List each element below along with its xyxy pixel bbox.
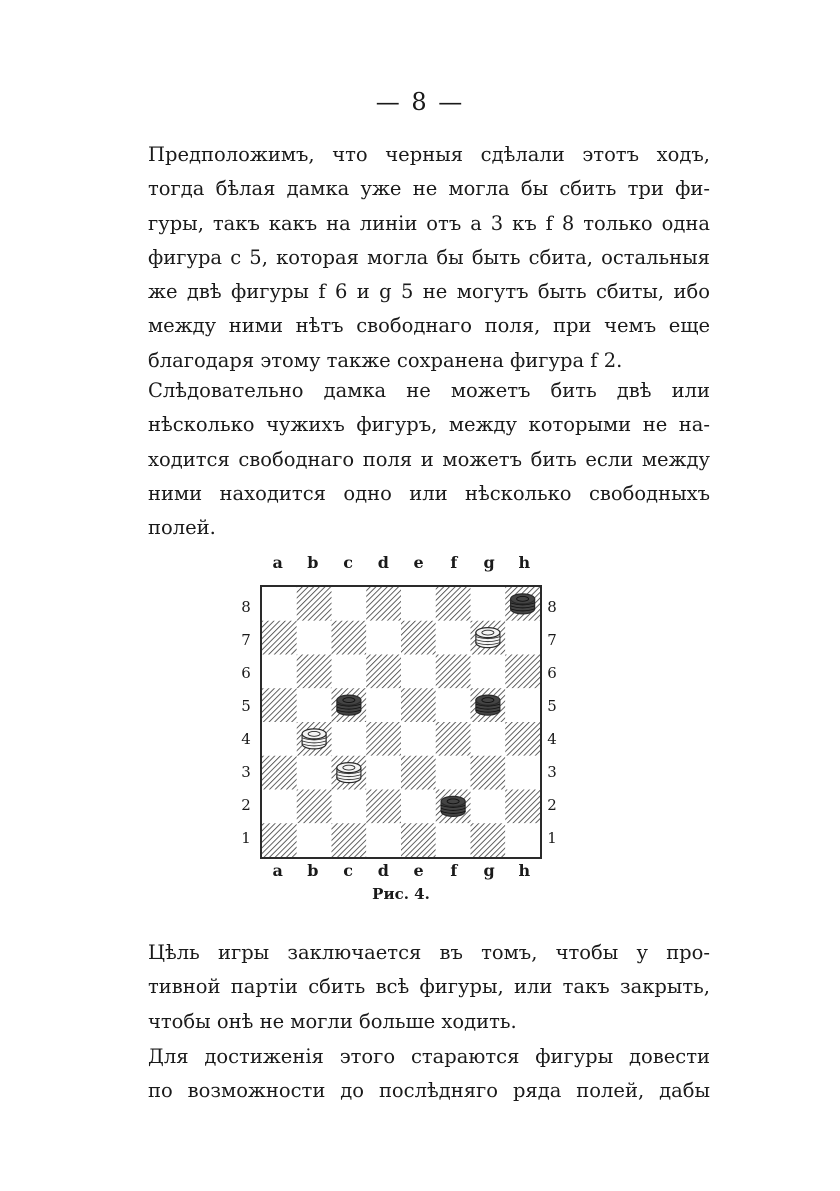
text-line: ними находится одно или нѣсколько свободныхъ [148,481,710,505]
dark-square [401,756,436,790]
text-line: Для достиженія этого стараются фигуры довести [148,1045,710,1068]
text-line: между ними нѣтъ свободнаго поля, при чемъ еще [148,314,710,338]
light-square [297,688,332,722]
light-square [366,688,401,722]
light-square [436,756,471,790]
text-line: благодаря этому также сохранена фигура f 2. [148,348,623,372]
rank-label: 8 [241,598,251,616]
light-square [262,587,297,621]
rank-label: 3 [241,763,251,781]
dark-square [436,722,471,756]
light-square [262,655,297,689]
light-square [297,823,332,857]
text-line: тивной партіи сбить всѣ фигуры, или такъ закрыть, [148,975,710,999]
dark-square [436,587,471,621]
black-piece [337,695,361,715]
dark-square [505,722,540,756]
paragraph-1 [126,138,710,378]
text-line: гуры, такъ какъ на линіи отъ а 3 къ f 8 только одна [148,211,710,235]
rank-label: 1 [547,829,557,847]
light-square [401,587,436,621]
rank-labels-left [236,591,256,855]
figure-caption: Рис. 4. [372,885,430,903]
dark-square [262,621,297,655]
light-square [471,790,506,824]
light-square [297,621,332,655]
file-label: a [272,861,283,880]
paragraph-4 [126,1040,710,1109]
file-label: h [518,861,531,880]
dark-square [401,621,436,655]
paragraph-2 [126,374,710,545]
white-piece [302,729,326,749]
text-line: тогда бѣлая дамка уже не могла бы сбить три фи- [148,177,710,201]
light-square [262,722,297,756]
rank-label: 3 [547,763,557,781]
file-label: c [343,861,353,880]
rank-label: 2 [241,796,251,814]
light-square [262,790,297,824]
checkers-figure [236,553,566,905]
dark-square [262,688,297,722]
text-line: фигура с 5, которая могла бы быть сбита, остальныя [148,245,710,269]
dark-square [401,688,436,722]
dark-square [297,655,332,689]
dark-square [366,655,401,689]
text-line: по возможности до послѣдняго ряда полей, дабы [148,1079,710,1103]
dark-square [262,756,297,790]
black-piece [511,594,535,614]
file-label: a [272,553,283,572]
file-label: d [377,861,389,880]
light-square [401,655,436,689]
light-square [471,587,506,621]
dark-square [366,722,401,756]
file-label: g [483,861,495,880]
light-square [297,756,332,790]
light-square [366,823,401,857]
file-label: h [518,553,531,572]
light-square [436,621,471,655]
dark-square [436,655,471,689]
file-label: b [307,553,319,572]
rank-label: 1 [241,829,251,847]
light-square [401,722,436,756]
file-label: d [377,553,389,572]
dark-square [471,756,506,790]
dark-square [401,823,436,857]
light-square [332,790,367,824]
light-square [332,587,367,621]
light-square [505,621,540,655]
file-labels-top [260,553,542,577]
dark-square [366,790,401,824]
black-piece [441,796,465,816]
light-square [332,722,367,756]
light-square [471,722,506,756]
page-number: — 8 — [375,88,465,116]
dark-square [297,587,332,621]
dark-square [471,823,506,857]
light-square [366,756,401,790]
file-label: f [450,861,458,880]
rank-label: 8 [547,598,557,616]
text-line: Слѣдовательно дамка не можетъ бить двѣ или [148,379,710,402]
dark-square [262,823,297,857]
rank-label: 7 [241,631,251,649]
white-piece [476,628,500,648]
black-piece [476,695,500,715]
white-piece [337,763,361,783]
rank-label: 2 [547,796,557,814]
text-line: Цѣль игры заключается въ томъ, чтобы у про- [148,941,710,964]
rank-label: 5 [547,697,557,715]
file-label: e [413,861,424,880]
rank-label: 6 [241,664,251,682]
dark-square [332,621,367,655]
dark-square [366,587,401,621]
file-label: b [307,861,319,880]
light-square [471,655,506,689]
rank-label: 4 [241,730,251,748]
light-square [505,823,540,857]
text-line: полей. [148,516,216,540]
text-line: же двѣ фигуры f 6 и g 5 не могутъ быть сбиты, ибо [148,280,710,304]
file-label: c [343,553,353,572]
file-label: g [483,553,495,572]
dark-square [505,790,540,824]
file-label: e [413,553,424,572]
light-square [505,688,540,722]
rank-label: 7 [547,631,557,649]
paragraph-3 [126,936,710,1039]
rank-label: 5 [241,697,251,715]
light-square [332,655,367,689]
light-square [436,688,471,722]
light-square [505,756,540,790]
dark-square [332,823,367,857]
file-labels-bottom [260,861,542,885]
text-line: нѣсколько чужихъ фигуръ, между которыми не на- [148,413,710,437]
light-square [436,823,471,857]
rank-label: 4 [547,730,557,748]
checkers-board [260,585,542,859]
text-line: ходится свободнаго поля и можетъ бить если между [148,447,710,471]
dark-square [505,655,540,689]
text-line: чтобы онѣ не могли больше ходить. [148,1009,517,1033]
file-label: f [450,553,458,572]
light-square [401,790,436,824]
light-square [366,621,401,655]
text-line: Предположимъ, что черныя сдѣлали этотъ ходъ, [148,143,710,166]
rank-label: 6 [547,664,557,682]
board-graphic [262,587,540,857]
dark-square [297,790,332,824]
rank-labels-right [542,591,562,855]
